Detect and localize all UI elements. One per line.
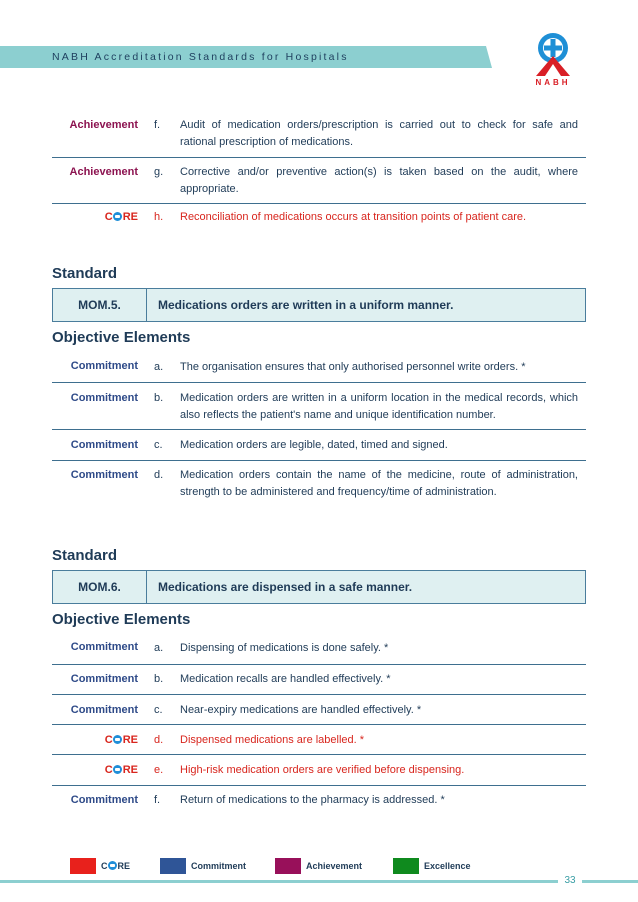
row-letter: f.	[154, 794, 161, 806]
core-suffix: RE	[122, 734, 138, 746]
list-item	[52, 204, 586, 234]
row-text: Medication orders are written in a uniform location in the medical records, which also reflects the patient's name and unique identification number.	[180, 392, 578, 421]
standard-code: MOM.6.	[53, 571, 147, 603]
list-item	[52, 112, 586, 158]
core-prefix: C	[104, 211, 113, 223]
row-text: Dispensing of medications is done safely. *	[180, 642, 389, 654]
standard-box	[52, 570, 586, 604]
row-letter: a.	[154, 361, 164, 373]
standard-description: Medications are dispensed in a safe manner.	[158, 580, 413, 594]
row-type: Commitment	[70, 392, 138, 404]
legend-swatch-achievement	[275, 858, 301, 874]
row-letter: e.	[154, 764, 164, 776]
row-type: Commitment	[70, 439, 138, 451]
core-o-icon	[113, 765, 122, 774]
core-o-icon	[113, 735, 122, 744]
row-type: Commitment	[70, 360, 138, 372]
core-prefix: C	[104, 734, 113, 746]
header-title: NABH Accreditation Standards for Hospitals	[52, 51, 349, 63]
row-text: Medication recalls are handled effectively. *	[180, 673, 391, 685]
list-item	[52, 665, 586, 695]
list-item	[52, 695, 586, 725]
list-item	[52, 725, 586, 755]
list-item	[52, 158, 586, 204]
row-letter: a.	[154, 642, 164, 654]
row-text: Dispensed medications are labelled. *	[180, 734, 365, 746]
objective-heading: Objective Elements	[52, 611, 191, 628]
row-text: High-risk medication orders are verified before dispensing.	[180, 764, 465, 776]
row-text: Reconciliation of medications occurs at transition points of patient care.	[180, 211, 527, 223]
row-text: Medication orders contain the name of the medicine, route of administration, strength to be administered and frequency/time of administration.	[180, 469, 578, 498]
legend-label-achievement: Achievement	[306, 861, 363, 871]
page-number: 33	[558, 875, 582, 888]
row-letter: h.	[154, 211, 164, 223]
list-item	[52, 755, 586, 786]
row-letter: d.	[154, 734, 164, 746]
objective-heading: Objective Elements	[52, 329, 191, 346]
core-o-icon	[113, 212, 122, 221]
legend-label-commitment: Commitment	[191, 861, 247, 871]
list-item	[52, 634, 586, 665]
row-type: Commitment	[70, 673, 138, 685]
list-item	[52, 786, 586, 816]
core-o-icon	[108, 861, 117, 870]
row-type: Achievement	[69, 119, 138, 131]
legend-label-core: C RE	[101, 861, 131, 871]
row-letter: f.	[154, 119, 161, 131]
legend-swatch-excellence	[393, 858, 419, 874]
row-type: Achievement	[69, 166, 138, 178]
list-item	[52, 461, 586, 507]
row-text: Audit of medication orders/prescription is carried out to check for safe and rational prescription of medications.	[180, 119, 578, 148]
core-label	[52, 734, 138, 746]
row-text: Corrective and/or preventive action(s) is taken based on the audit, where appropriate.	[180, 166, 578, 195]
core-prefix: C	[104, 764, 113, 776]
list-item	[52, 430, 586, 461]
legend-label-excellence: Excellence	[424, 861, 471, 871]
section-heading: Standard	[52, 265, 118, 282]
legend-swatch-commitment	[160, 858, 186, 874]
list-item	[52, 352, 586, 383]
legend-swatch-core	[70, 858, 96, 874]
row-letter: b.	[154, 392, 164, 404]
section-heading: Standard	[52, 547, 118, 564]
list-item	[52, 383, 586, 430]
row-text: Return of medications to the pharmacy is addressed. *	[180, 794, 445, 806]
standard-description: Medications orders are written in a uniform manner.	[158, 298, 454, 312]
row-letter: c.	[154, 439, 163, 451]
row-type: Commitment	[70, 704, 138, 716]
row-type: Commitment	[70, 641, 138, 653]
row-type: Commitment	[70, 794, 138, 806]
row-letter: d.	[154, 469, 164, 481]
standard-code: MOM.5.	[53, 289, 147, 321]
row-text: Medication orders are legible, dated, timed and signed.	[180, 439, 448, 451]
core-label	[52, 764, 138, 776]
standard-box	[52, 288, 586, 322]
footer-line	[0, 880, 638, 883]
core-suffix: RE	[122, 211, 138, 223]
row-type: Commitment	[70, 469, 138, 481]
logo-label: NABH	[535, 78, 571, 87]
row-text: The organisation ensures that only authorised personnel write orders. *	[180, 361, 526, 373]
row-letter: g.	[154, 166, 164, 178]
core-label	[52, 211, 138, 223]
row-text: Near-expiry medications are handled effectively. *	[180, 704, 422, 716]
core-suffix: RE	[122, 764, 138, 776]
row-letter: c.	[154, 704, 163, 716]
row-letter: b.	[154, 673, 164, 685]
